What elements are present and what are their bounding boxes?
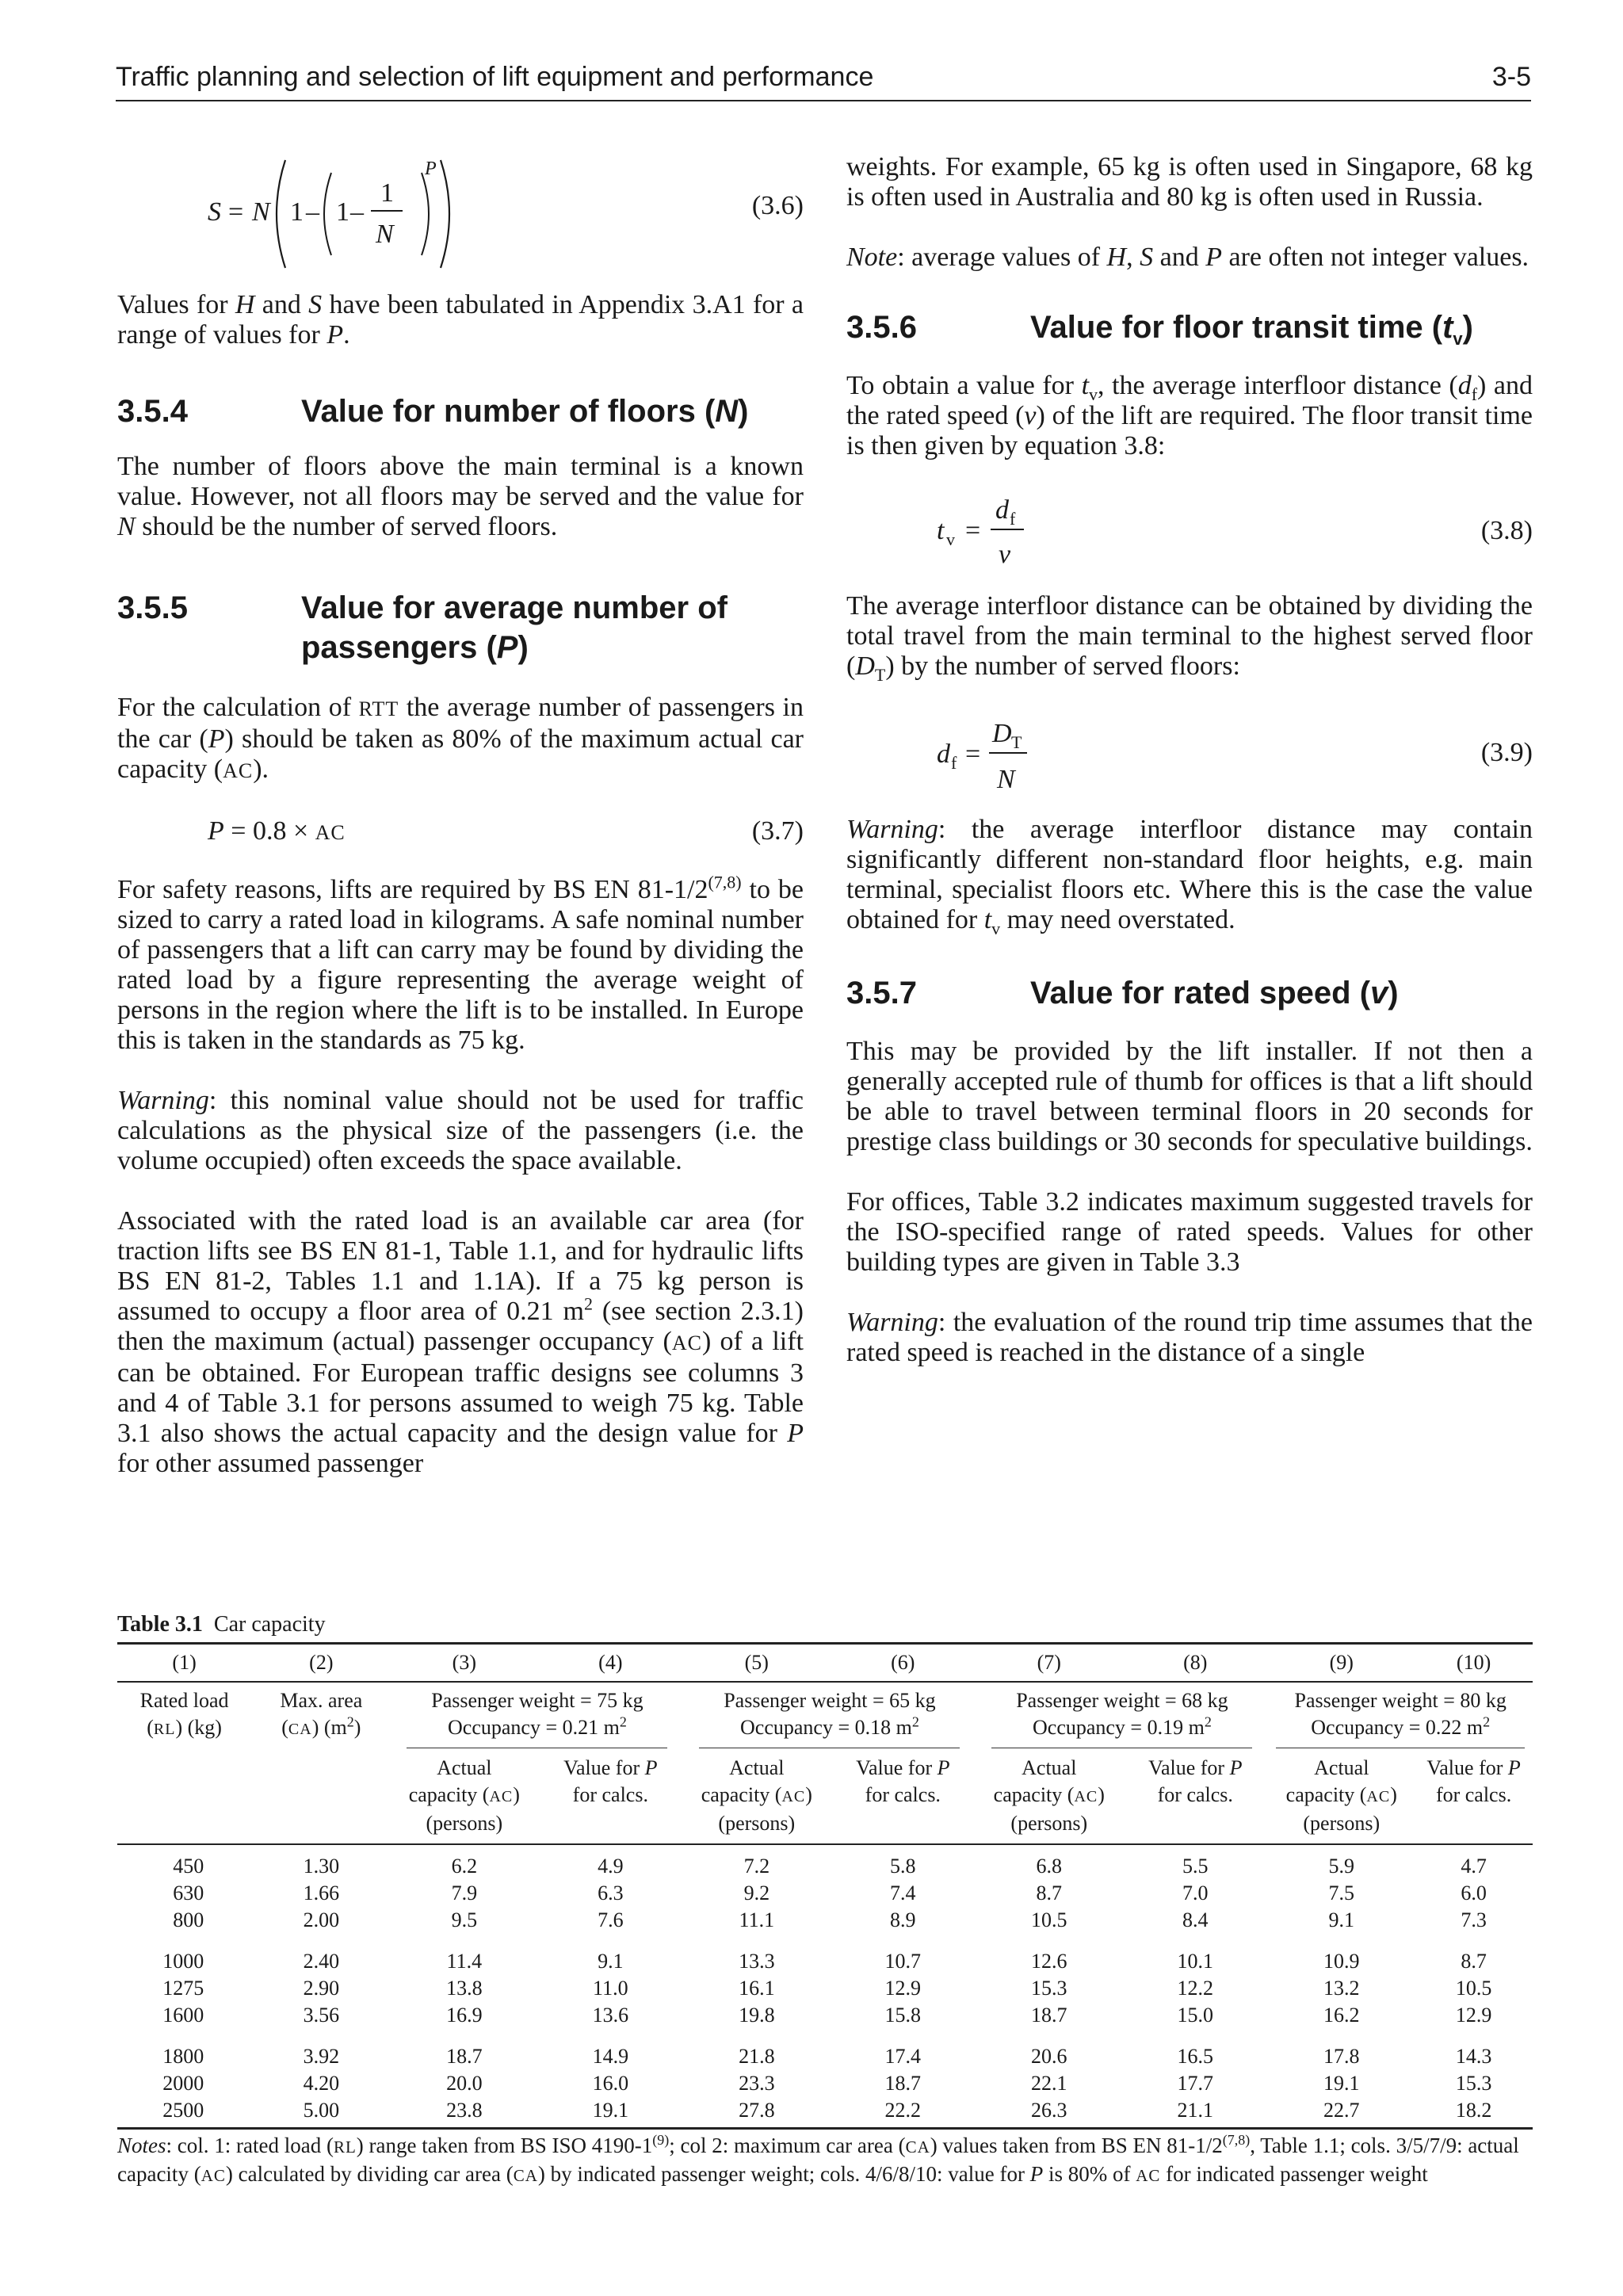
para-weights: weights. For example, 65 kg is often used in Singapore, 68 kg is often used in Australia and 80 kg is often used in Russia. [846,152,1533,212]
table-cell: 7.0 [1182,1881,1209,1904]
table-cell: 13.3 [739,1950,775,1973]
svg-text:=: = [965,516,981,545]
svg-text:v: v [946,529,955,549]
table-cell: 12.9 [1455,2004,1492,2027]
table-cell: 10.5 [1031,1908,1067,1931]
right-column [846,152,1533,1368]
table-cell: 10.1 [1177,1950,1214,1973]
table-cell: 2000 [162,2072,204,2095]
table-cell: 5.8 [890,1855,916,1878]
svg-text:D: D [992,719,1012,748]
table-cell: 630 [173,1881,204,1904]
table-cell: 13.2 [1323,1977,1360,2000]
table-group-header [117,1682,1533,1755]
table-cell: 14.3 [1455,2045,1492,2068]
table-row [117,2097,1533,2129]
table-cell: 7.6 [598,1908,624,1931]
table-cell: 12.6 [1031,1950,1067,1973]
table-cell: 10.5 [1455,1977,1492,2000]
table-sub-header: Actual capacity (AC) (persons) Value for P for calcs. Actual capacity (AC) (persons) Value for P for calcs. Actual capacity (AC) (persons) Value for P for calcs. Actual capacity (AC) (persons) Value for P for calcs. [408,1756,1521,1835]
table-cell: 6.2 [451,1855,478,1878]
para-warning-round-trip: Warning: the evaluation of the round trip time assumes that the rated speed is reached in the distance of a single [846,1308,1533,1367]
table-cell: 6.8 [1036,1855,1063,1878]
table-cell: 1.66 [303,1881,340,1904]
table-cell: 15.3 [1455,2072,1492,2095]
eq36-n: N [252,197,270,227]
table-cell: 9.2 [743,1881,770,1904]
table-cell: 17.4 [884,2045,922,2068]
table-cell: 5.00 [303,2099,340,2122]
table-cell: 20.0 [446,2072,483,2095]
para-safety: For safety reasons, lifts are required by BS EN 81-1/2$^{(7,8)}$ to be sized to carry a rated load in kilograms. A safe nominal number of passengers that a lift can carry may be found by dividing the rated load by a figure representing the average weight of persons in the region where the lift is to be installed. In Europe this is taken in the standards as 75 kg. [117,872,804,1055]
table-cell: 13.6 [592,2004,629,2027]
eq39-number: (3.9) [1480,738,1533,767]
table-cell: 15.0 [1177,2004,1214,2027]
table-row [117,2070,1533,2097]
table-row [117,2029,1533,2070]
section-3-5-7-heading: 3.5.7 Value for rated speed (v) [846,976,1399,1010]
section-3-5-5-heading: 3.5.5 Value for average number of passengers (P) [117,590,727,665]
table-cell: 12.9 [884,1977,922,2000]
table-cell: 2.00 [303,1908,340,1931]
svg-text:1: 1 [380,178,394,208]
svg-text:v: v [999,540,1011,569]
table-row [117,1844,1533,1880]
table-cell: 1800 [162,2045,204,2068]
table-row [117,1880,1533,1907]
eq36-one: 1 [290,197,304,227]
table-cell: 8.7 [1036,1881,1063,1904]
para-associated-car-area: Associated with the rated load is an available car area (for traction lifts see BS EN 81-1, Table 1.1, and for hydraulic lifts BS EN 81-2, Tables 1.1 and 1.1A). If a 75 kg person is assumed to occupy a floor area of 0.21 $m^2$ (see section 2.3.1) then the maximum (actual) passenger occupancy (AC) of a lift can be obtained. For European traffic designs see columns 3 and 4 of Table 3.1 for persons assumed to weigh 75 kg. Table 3.1 also shows the actual capacity and the design value for P for other assumed passenger [117,1206,804,1478]
para-warning-interfloor: Warning: the average interfloor distance may contain significantly different non-standard floor heights, e.g. main terminal, specialist floors etc. Where this is the case the value obtained for $t_v$ may need overstated. [846,815,1533,938]
section-3-5-4-heading: 3.5.4 Value for number of floors (N) [117,394,749,429]
table-cell: 5.9 [1328,1855,1355,1878]
table-cell: 7.3 [1461,1908,1487,1931]
svg-text:t: t [937,516,945,545]
eq37-lhs: P [208,816,224,846]
table-cell: 15.3 [1031,1977,1067,2000]
table-cell: 27.8 [739,2099,775,2122]
header-group-75kg: Passenger weight = 75 kg Occupancy = 0.21 $m^2$ [391,1682,683,1755]
table-cell: 16.9 [446,2004,483,2027]
svg-text:d: d [937,739,950,769]
svg-text:T: T [1011,732,1022,752]
svg-text:–: – [350,197,364,227]
table-cell: 3.92 [303,2045,340,2068]
table-cell: 6.3 [598,1881,624,1904]
header-group-68kg: Passenger weight = 68 kg Occupancy = 0.19 $m^2$ [976,1682,1268,1755]
header-group-80kg: Passenger weight = 80 kg Occupancy = 0.22 $m^2$ [1268,1682,1533,1755]
eq36-minus: – [306,197,319,227]
eq36-number: (3.6) [751,191,804,220]
table-cell: 4.9 [598,1855,624,1878]
table-cell: 19.8 [739,2004,775,2027]
table-cell: 18.2 [1455,2099,1492,2122]
svg-text:=: = [965,739,981,769]
table-cell: 19.1 [592,2099,629,2122]
equation-3-6-formula [117,127,514,285]
table-column-numbers: (1) (2) (3) (4) (5) (6) (7) (8) (9) (10) [117,1644,1533,1683]
table-cell: 7.9 [451,1881,478,1904]
table-cell: 8.4 [1182,1908,1209,1931]
table-cell: 9.1 [1328,1908,1355,1931]
table-row [117,1975,1533,2002]
equation-3-7: P = 0.8 × AC (3.7) [208,816,804,846]
header-max-area: Max. area (CA) $(m^2)$ [280,1689,363,1739]
table-cell: 1000 [162,1950,204,1973]
table-cell: 8.7 [1461,1950,1487,1973]
table-cell: 7.4 [890,1881,916,1904]
table-cell: 4.7 [1461,1855,1487,1878]
eq36-lhs: S [208,197,221,227]
eq36-exponent: P [425,159,437,179]
table-cell: 12.2 [1177,1977,1214,2000]
table-cell: 11.0 [593,1977,628,2000]
svg-text:f: f [1010,509,1016,529]
running-header [116,59,1531,101]
table-cell: 14.9 [592,2045,629,2068]
table-cell: 11.4 [446,1950,483,1973]
table-cell: 22.7 [1323,2099,1360,2122]
para-offices-travel: For offices, Table 3.2 indicates maximum suggested travels for the ISO-specified range of rated speeds. Values for other building types are given in Table 3.3 [846,1187,1533,1277]
table-cell: 6.0 [1461,1881,1487,1904]
table-cell: 13.8 [446,1977,483,2000]
table-row [117,2002,1533,2029]
table-cell: 20.6 [1031,2045,1067,2068]
table-cell: 18.7 [884,2072,922,2095]
equation-3-8 [846,477,1533,585]
table-cell: 23.8 [446,2099,483,2122]
svg-text:1: 1 [336,197,349,227]
table-cell: 19.1 [1323,2072,1360,2095]
page-number: 3-5 [1491,62,1531,92]
table-cell: 22.2 [884,2099,922,2122]
table-cell: 21.1 [1177,2099,1214,2122]
svg-text:N: N [376,220,394,249]
table-body [117,1844,1533,2129]
para-average-passengers: For the calculation of RTT the average number of passengers in the car (P) should be taken as 80% of the maximum actual car capacity (AC). [117,693,804,784]
svg-text:N: N [997,765,1015,794]
para-floor-transit: To obtain a value for $t_v$, the average interfloor distance $(d_f)$ and the rated speed (v) of the lift are required. The floor transit time is then given by equation 3.8: [846,371,1533,460]
table-caption: Table 3.1 Car capacity [117,1612,326,1637]
table-cell: 16.2 [1323,2004,1360,2027]
table-cell: 2.90 [303,1977,340,2000]
table-cell: 21.8 [739,2045,775,2068]
equation-3-8-formula [846,477,1084,585]
equation-3-9-formula [846,697,1084,808]
table-cell: 16.1 [739,1977,775,2000]
table-cell: 8.9 [890,1908,916,1931]
equation-3-6 [117,127,804,285]
table-cell: 7.5 [1328,1881,1355,1904]
header-rated-load: Rated load (RL) (kg) [139,1689,229,1739]
table-cell: 9.1 [598,1950,624,1973]
table-cell: 5.5 [1182,1855,1209,1878]
table-cell: 17.7 [1177,2072,1214,2095]
para-interfloor-distance: The average interfloor distance can be obtained by dividing the total travel from the main terminal to the highest served floor $(D_T)$ by the number of served floors: [846,591,1533,685]
table-cell: 22.1 [1031,2072,1067,2095]
table-cell: 26.3 [1031,2099,1067,2122]
para-warning-nominal: Warning: this nominal value should not be used for traffic calculations as the physical size of the passengers (i.e. the volume occupied) often exceeds the space available. [117,1086,804,1175]
para-number-of-floors: The number of floors above the main terminal is a known value. However, not all floors may be served and the value for N should be the number of served floors. [117,452,804,541]
para-rated-speed: This may be provided by the lift installer. If not then a generally accepted rule of thumb for offices is that a lift should be able to travel between terminal floors in 20 seconds for prestige class buildings or 30 seconds for speculative buildings. [846,1037,1533,1156]
table-cell: 16.5 [1177,2045,1214,2068]
eq37-number: (3.7) [751,816,804,846]
table-cell: 10.7 [884,1950,922,1973]
table-cell: 450 [173,1855,204,1878]
table-cell: 7.2 [743,1855,770,1878]
table-cell: 17.8 [1323,2045,1360,2068]
table-cell: 1275 [162,1977,204,2000]
header-group-65kg: Passenger weight = 65 kg Occupancy = 0.18 $m^2$ [683,1682,976,1755]
table-row [117,1934,1533,1975]
table-cell: 23.3 [739,2072,775,2095]
table-row [117,1907,1533,1934]
para-values-h-s: Values for H and S have been tabulated in Appendix 3.A1 for a range of values for P. [117,290,804,350]
table-cell: 2500 [162,2099,204,2122]
section-3-5-6-heading: 3.5.6 Value for floor transit time $(t_v)$ [846,310,1473,349]
table-cell: 1.30 [303,1855,340,1878]
eq38-number: (3.8) [1480,516,1533,545]
table-cell: 18.7 [1031,2004,1067,2027]
equation-3-9 [846,697,1533,808]
svg-text:f: f [951,753,957,773]
para-note-integer: Note: average values of H, S and P are often not integer values. [846,243,1529,272]
table-cell: 2.40 [303,1950,340,1973]
left-column [117,127,804,1479]
table-cell: 4.20 [303,2072,340,2095]
table-cell: 15.8 [884,2004,922,2027]
table-cell: 800 [173,1908,204,1931]
table-notes: Notes: col. 1: rated load (RL) range taken from BS ISO 4190-1$^{(9)}$; col 2: maximum car area (CA) values taken from BS EN 81-1/2$^{(7,8)}$, Table 1.1; cols. 3/5/7/9: actual capacity (AC) calculated by dividing car area (CA) by indicated passenger weight; cols. 4/6/8/10: value for P is 80% of AC for indicated passenger weight [117,2132,1519,2186]
table-cell: 1600 [162,2004,204,2027]
svg-text:d: d [995,495,1009,525]
table-cell: 18.7 [446,2045,483,2068]
table-cell: 10.9 [1323,1950,1360,1973]
table-cell: 9.5 [451,1908,478,1931]
table-cell: 16.0 [592,2072,629,2095]
table-cell: 3.56 [303,2004,340,2027]
running-title: Traffic planning and selection of lift equipment and performance [116,62,874,92]
table-cell: 11.1 [739,1908,775,1931]
svg-text:=: = [228,197,244,227]
car-capacity-table [117,1642,1533,2130]
